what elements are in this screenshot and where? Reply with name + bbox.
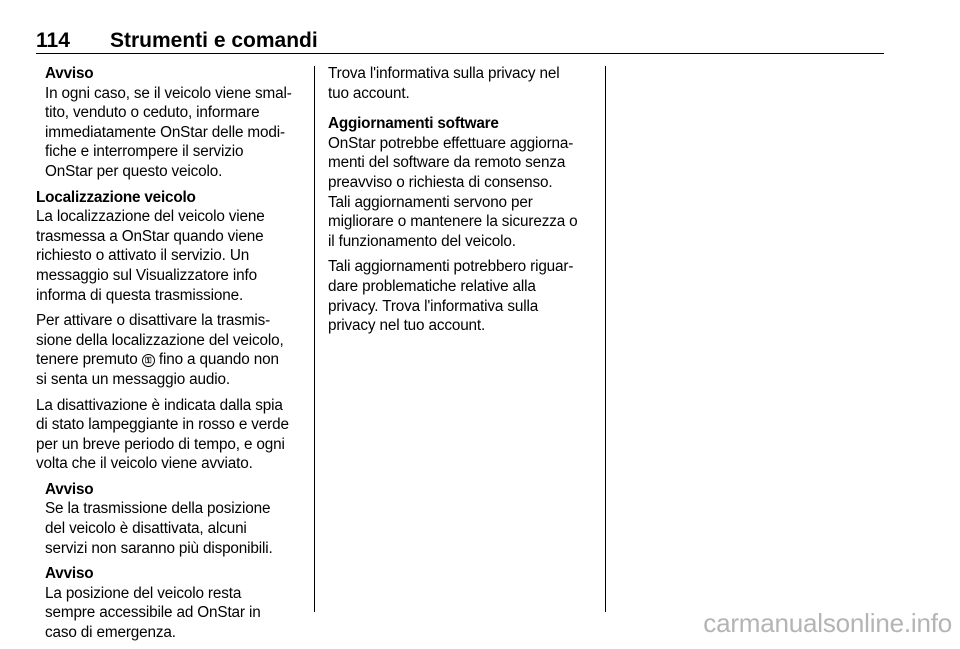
notice-block bbox=[36, 480, 304, 558]
notice-text bbox=[45, 584, 304, 643]
page-title: Strumenti e comandi bbox=[110, 29, 318, 52]
text-line: per un breve periodo di tempo, e ogni bbox=[36, 435, 285, 453]
text-line: fiche e interrompere il servizio bbox=[45, 143, 244, 161]
text-line: La disattivazione è indicata dalla spia bbox=[36, 396, 283, 414]
text-line: tuo account. bbox=[328, 84, 410, 102]
paragraph bbox=[36, 396, 304, 474]
text-line: La posizione del veicolo resta bbox=[45, 584, 242, 602]
text-line: privacy. Trova l'informativa sulla bbox=[328, 297, 539, 315]
text-line: caso di emergenza. bbox=[45, 624, 176, 642]
text-line: di stato lampeggiante in rosso e verde bbox=[36, 416, 289, 434]
text-line: preavviso o richiesta di consenso. bbox=[328, 173, 553, 191]
column-middle bbox=[328, 64, 592, 342]
text-line: OnStar per questo veicolo. bbox=[45, 162, 223, 180]
text-line: messaggio sul Visualizzatore info bbox=[36, 266, 257, 284]
notice-block bbox=[36, 564, 304, 642]
paragraph bbox=[328, 257, 592, 335]
column-left bbox=[36, 64, 304, 649]
text-line: del veicolo è disattivata, alcuni bbox=[45, 520, 247, 538]
notice-label: Avviso bbox=[45, 565, 94, 583]
text-line: Per attivare o disattivare la trasmis- bbox=[36, 312, 271, 330]
text-line: richiesto o attivato il servizio. Un bbox=[36, 247, 250, 265]
notice-text bbox=[45, 84, 304, 182]
section-heading: Aggiornamenti software bbox=[328, 115, 499, 133]
text-line: tito, venduto o ceduto, informare bbox=[45, 104, 260, 122]
privacy-button-icon: ⚿ bbox=[142, 354, 155, 367]
column-divider-1 bbox=[314, 66, 315, 612]
text-line: informa di questa trasmissione. bbox=[36, 286, 244, 304]
notice-block bbox=[36, 64, 304, 182]
notice-text bbox=[45, 499, 304, 558]
text-line: volta che il veicolo viene avviato. bbox=[36, 455, 253, 473]
text-line: sempre accessibile ad OnStar in bbox=[45, 604, 261, 622]
text-line: privacy nel tuo account. bbox=[328, 317, 486, 335]
text-line: La localizzazione del veicolo viene bbox=[36, 208, 265, 226]
text-line: servizi non saranno più disponibili. bbox=[45, 539, 273, 557]
text-line: il funzionamento del veicolo. bbox=[328, 232, 516, 250]
section-software-updates bbox=[328, 114, 592, 336]
notice-label: Avviso bbox=[45, 480, 94, 498]
text-line: Tali aggiornamenti servono per bbox=[328, 193, 533, 211]
text-line-with-icon bbox=[36, 350, 304, 370]
watermark: carmanualsonline.info bbox=[703, 608, 952, 638]
paragraph bbox=[328, 64, 592, 103]
section-vehicle-location bbox=[36, 188, 304, 474]
text-line: trasmessa a OnStar quando viene bbox=[36, 227, 264, 245]
notice-label: Avviso bbox=[45, 65, 94, 82]
text-line: menti del software da remoto senza bbox=[328, 154, 566, 172]
text-line: Tali aggiornamenti potrebbero riguar- bbox=[328, 258, 574, 276]
paragraph bbox=[36, 207, 304, 305]
page-header bbox=[36, 30, 884, 52]
paragraph bbox=[328, 134, 592, 252]
text-line: In ogni caso, se il veicolo viene smal- bbox=[45, 84, 292, 102]
section-heading: Localizzazione veicolo bbox=[36, 188, 196, 206]
column-divider-2 bbox=[605, 66, 606, 612]
text-line: dare problematiche relative alla bbox=[328, 277, 536, 295]
text-fragment: tenere premuto bbox=[36, 351, 138, 369]
text-line: Se la trasmissione della posizione bbox=[45, 500, 271, 518]
text-line: si senta un messaggio audio. bbox=[36, 370, 230, 388]
text-line: Trova l'informativa sulla privacy nel bbox=[328, 65, 560, 82]
page-number: 114 bbox=[36, 29, 70, 52]
header-rule bbox=[36, 53, 884, 54]
paragraph bbox=[36, 311, 304, 389]
text-fragment: fino a quando non bbox=[158, 351, 279, 369]
text-line: sione della localizzazione del veicolo, bbox=[36, 331, 284, 349]
text-line: immediatamente OnStar delle modi- bbox=[45, 123, 285, 141]
text-line: OnStar potrebbe effettuare aggiorna- bbox=[328, 134, 574, 152]
text-line: migliorare o mantenere la sicurezza o bbox=[328, 213, 578, 231]
